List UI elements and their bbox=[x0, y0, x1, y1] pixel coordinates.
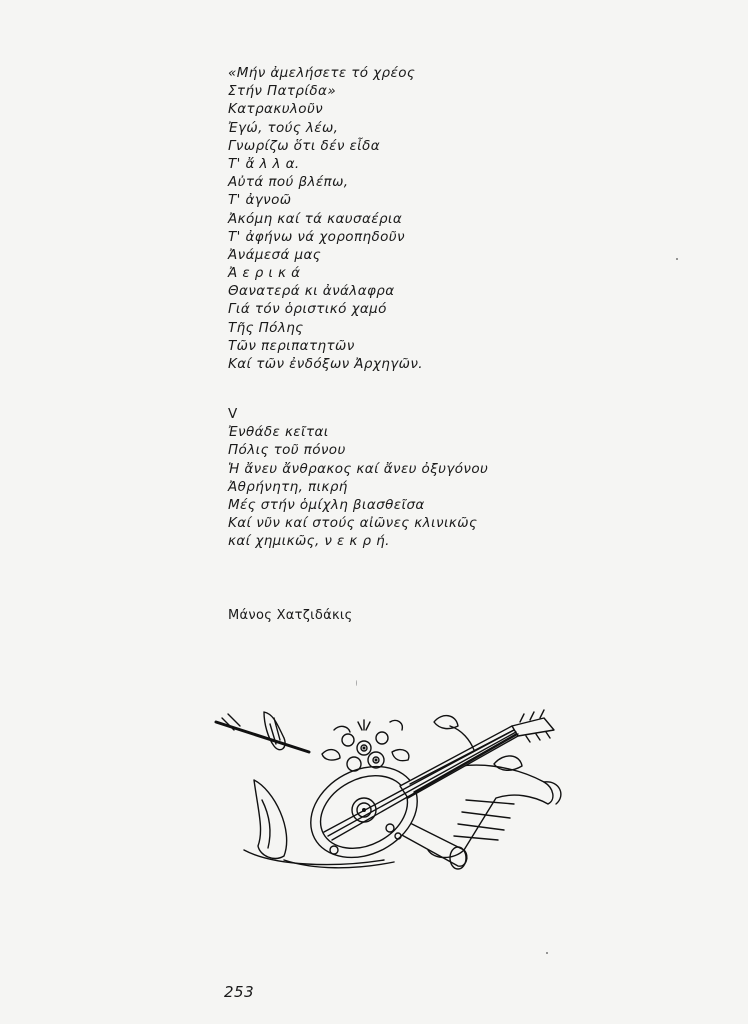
poem-line: Μές στήν ὁμίχλη βιασθεῖσα bbox=[228, 496, 425, 513]
poem-line: Γιά τόν ὁριστικό χαμό bbox=[228, 301, 387, 318]
poem-line: Κατρακυλοῦν bbox=[228, 101, 324, 118]
poem-line: Τ' ἀγνοῶ bbox=[228, 192, 292, 209]
poem-line: Ἀνάμεσά μας bbox=[228, 246, 322, 263]
poem-line: καί χημικῶς, ν ε κ ρ ή. bbox=[228, 533, 390, 550]
poem-line: «Μήν ἀμελήσετε τό χρέος bbox=[228, 65, 416, 81]
poem-line: Τ' ἄ λ λ α. bbox=[228, 155, 300, 172]
poem-line: Πόλις τοῦ πόνου bbox=[228, 442, 346, 459]
author-signature: Μάνος Χατζιδάκις bbox=[228, 608, 353, 623]
lute-vignette-illustration bbox=[214, 700, 574, 875]
poem-line: Ἀ ε ρ ι κ ά bbox=[228, 265, 301, 282]
poem-line: Ἀθρήνητη, πικρή bbox=[228, 478, 348, 495]
poem-line: Ἐγώ, τούς λέω, bbox=[228, 119, 339, 136]
poem-line: Τ' ἀφήνω νά χοροπηδοῦν bbox=[228, 228, 405, 245]
poem-line: Τῶν περιπατητῶν bbox=[228, 337, 355, 354]
poem-line: Ἀκόμη καί τά καυσαέρια bbox=[228, 210, 403, 227]
poem-line: Καί τῶν ἐνδόξων Ἀρχηγῶν. bbox=[228, 356, 423, 372]
poem-line: Θανατερά κι ἀνάλαφρα bbox=[228, 283, 395, 300]
paper-speck bbox=[356, 680, 357, 686]
poem-line: Ἐνθάδε κεῖται bbox=[228, 424, 329, 441]
poem-stanza-1 bbox=[228, 64, 423, 373]
paper-speck bbox=[546, 952, 548, 954]
poem-line: Γνωρίζω ὅτι δέν εἶδα bbox=[228, 137, 381, 154]
section-numeral: V bbox=[228, 406, 238, 422]
page-number: 253 bbox=[224, 983, 255, 1001]
poem-line: Τῆς Πόλης bbox=[228, 319, 304, 336]
poem-line: Αὐτά πού βλέπω, bbox=[228, 174, 349, 191]
paper-speck bbox=[676, 258, 678, 260]
poem-line: Στήν Πατρίδα» bbox=[228, 83, 337, 100]
poem-line: Ἡ ἄνευ ἄνθρακος καί ἄνευ ὀξυγόνου bbox=[228, 460, 489, 477]
poem-line: Καί νῦν καί στούς αἰῶνες κλινικῶς bbox=[228, 515, 478, 532]
poem-stanza-2 bbox=[228, 405, 488, 551]
